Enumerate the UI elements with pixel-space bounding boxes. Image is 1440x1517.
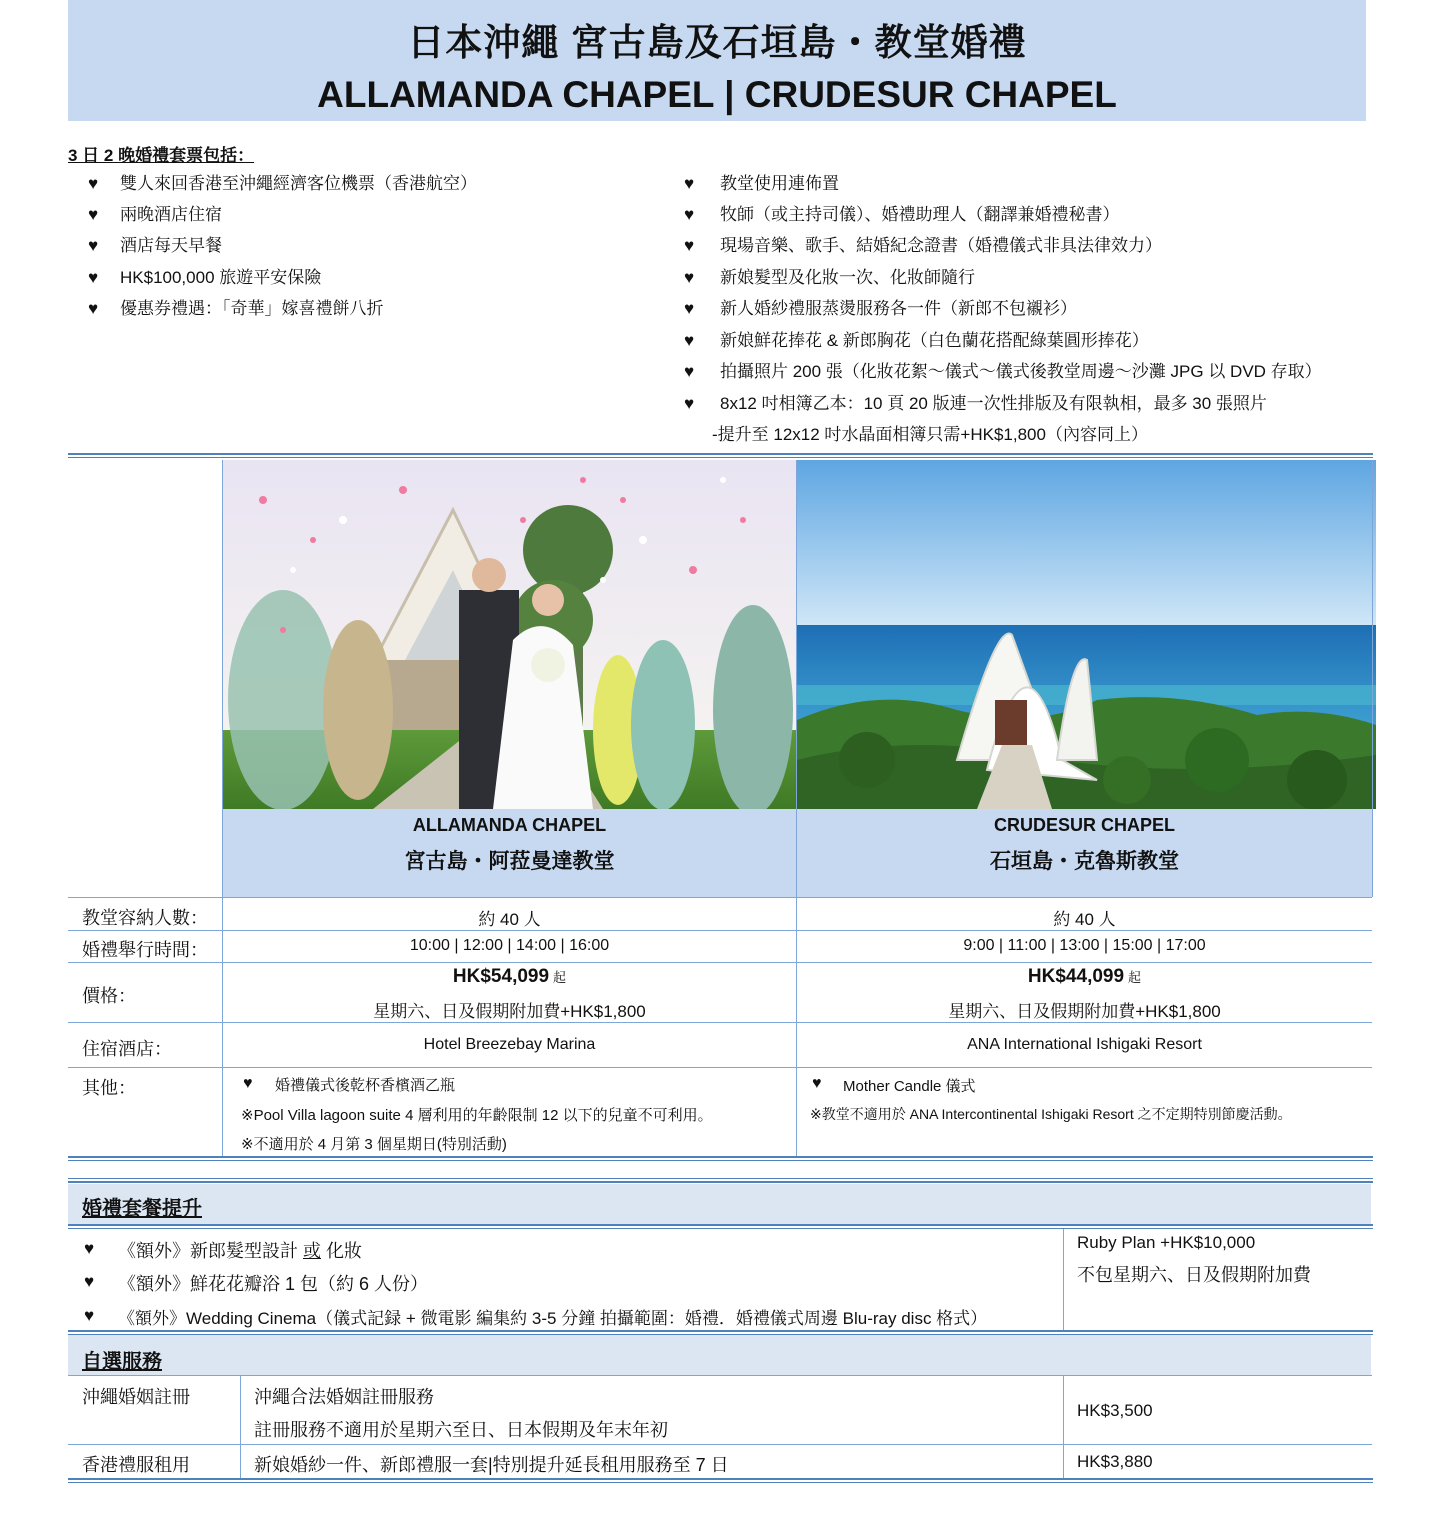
services-title: 自選服務	[82, 1351, 162, 1373]
upgrade-item: 《額外》Wedding Cinema（儀式記録 + 微電影 編集約 3-5 分鐘 拍攝範圍：婚禮．婚禮儀式周邊 Blu-ray disc 格式）	[118, 1309, 988, 1328]
heart-icon: ♥	[684, 394, 695, 413]
heart-icon: ♥	[684, 268, 695, 287]
service-desc: 沖繩合法婚姻註冊服務	[254, 1387, 434, 1407]
crudesur-surcharge: 星期六、日及假期附加費+HK$1,800	[948, 1002, 1221, 1021]
table-divider	[240, 1376, 241, 1478]
list-item: 牧師（或主持司儀）、婚禮助理人（翻譯兼婚禮秘書）	[720, 205, 1120, 224]
heart-icon: ♥	[243, 1075, 253, 1092]
table-divider	[68, 1022, 1372, 1023]
service-desc: 註冊服務不適用於星期六至日、日本假期及年末年初	[254, 1420, 668, 1440]
crudesur-others-item: Mother Candle 儀式	[843, 1078, 976, 1095]
table-divider	[68, 897, 1372, 898]
page-title-cn: 日本沖繩 宮古島及石垣島・教堂婚禮	[407, 22, 1027, 63]
crudesur-times: 9:00 | 11:00 | 13:00 | 15:00 | 17:00	[963, 937, 1206, 954]
divider	[68, 1181, 1373, 1183]
heart-icon: ♥	[684, 299, 695, 318]
list-item: 兩晚酒店住宿	[120, 205, 222, 224]
list-item: 新娘鮮花捧花 & 新郎胸花（白色蘭花搭配綠葉圓形捧花）	[720, 331, 1149, 350]
upgrade-item	[118, 1237, 362, 1263]
package-title: 3 日 2 晚婚禮套票包括：	[68, 146, 255, 165]
ruby-plan-price: Ruby Plan +HK$10,000	[1077, 1233, 1256, 1252]
service-price-gown-rental: HK$3,880	[1077, 1452, 1153, 1471]
upgrade-item-or: 或	[303, 1241, 321, 1261]
heart-icon: ♥	[84, 1239, 95, 1258]
list-item: 雙人來回香港至沖繩經濟客位機票（香港航空）	[120, 174, 477, 193]
list-item: 拍攝照片 200 張（化妝花絮～儀式～儀式後教堂周邊～沙灘 JPG 以 DVD 存取）	[720, 362, 1322, 381]
divider	[68, 1156, 1373, 1158]
list-item: 現場音樂、歌手、結婚紀念證書（婚禮儀式非具法律效力）	[720, 236, 1162, 255]
list-item: 教堂使用連佈置	[720, 174, 839, 193]
heart-icon: ♥	[88, 205, 99, 224]
divider	[68, 1478, 1373, 1480]
row-label-times: 婚禮舉行時間：	[82, 940, 208, 960]
divider	[68, 453, 1373, 455]
service-desc: 新娘婚紗一件、新郎禮服一套|特別提升延長租用服務至 7 日	[254, 1455, 729, 1475]
heart-icon: ♥	[684, 174, 695, 193]
service-name-gown-rental: 香港禮服租用	[82, 1455, 190, 1475]
upgrade-item-text: 化妝	[321, 1241, 363, 1261]
allamanda-others-note: ※不適用於 4 月第 3 個星期日(特別活動)	[241, 1136, 507, 1153]
list-item: 優惠券禮遇：「奇華」嫁喜禮餅八折	[120, 299, 384, 318]
table-divider	[68, 962, 1372, 963]
list-item: HK$100,000 旅遊平安保險	[120, 268, 322, 287]
divider	[68, 1178, 1373, 1179]
allamanda-others-item: 婚禮儀式後乾杯香檳酒乙瓶	[275, 1077, 456, 1094]
row-label-capacity: 教堂容納人數：	[82, 908, 208, 928]
allamanda-name-cn: 宮古島・阿菈曼達教堂	[404, 850, 615, 873]
list-item: 8x12 吋相簿乙本：10 頁 20 版連一次性排版及有限執相，最多 30 張照片	[720, 394, 1267, 413]
divider	[68, 1224, 1373, 1226]
upgrade-item-text: 《額外》新郎髮型設計	[118, 1241, 303, 1261]
heart-icon: ♥	[684, 331, 695, 350]
crudesur-capacity: 約 40 人	[1053, 910, 1116, 929]
service-price-registration: HK$3,500	[1077, 1401, 1153, 1420]
divider	[68, 1482, 1373, 1483]
table-divider	[1063, 1376, 1064, 1478]
upgrade-header	[68, 1184, 1371, 1224]
crudesur-price	[797, 966, 1372, 988]
list-item: 酒店每天早餐	[120, 236, 222, 255]
heart-icon: ♥	[88, 174, 99, 193]
ruby-plan-note: 不包星期六、日及假期附加費	[1077, 1265, 1311, 1285]
allamanda-chapel-photo	[223, 460, 796, 809]
price-value: HK$44,099	[1027, 966, 1125, 987]
table-divider	[68, 1067, 1372, 1068]
services-header	[68, 1335, 1371, 1375]
table-divider	[68, 930, 1372, 931]
table-divider	[68, 1444, 1372, 1445]
heart-icon: ♥	[84, 1272, 95, 1291]
divider	[68, 1160, 1373, 1161]
crudesur-name-cn: 石垣島・克魯斯教堂	[990, 850, 1179, 873]
service-name-registration: 沖繩婚姻註冊	[82, 1387, 190, 1407]
allamanda-price	[223, 966, 796, 988]
table-divider	[1372, 460, 1373, 897]
allamanda-hotel: Hotel Breezebay Marina	[423, 1036, 596, 1053]
row-label-hotel: 住宿酒店：	[82, 1039, 172, 1059]
row-label-price: 價格：	[82, 986, 136, 1006]
crudesur-hotel: ANA International Ishigaki Resort	[967, 1036, 1202, 1053]
upgrade-title: 婚禮套餐提升	[82, 1198, 202, 1220]
price-suffix: 起	[1128, 970, 1142, 985]
heart-icon: ♥	[88, 299, 99, 318]
allamanda-capacity: 約 40 人	[478, 910, 541, 929]
heart-icon: ♥	[88, 268, 99, 287]
crudesur-others-note: ※教堂不適用於 ANA Intercontinental Ishigaki Resort 之不定期特別節慶活動。	[810, 1106, 1292, 1122]
allamanda-times: 10:00 | 12:00 | 14:00 | 16:00	[409, 937, 610, 954]
page-title-en: ALLAMANDA CHAPEL | CRUDESUR CHAPEL	[317, 74, 1117, 115]
divider	[68, 1228, 1373, 1229]
heart-icon: ♥	[684, 205, 695, 224]
heart-icon: ♥	[812, 1075, 822, 1092]
row-label-others: 其他：	[82, 1078, 136, 1098]
allamanda-surcharge: 星期六、日及假期附加費+HK$1,800	[373, 1002, 646, 1021]
heart-icon: ♥	[84, 1306, 95, 1325]
heart-icon: ♥	[88, 236, 99, 255]
heart-icon: ♥	[684, 236, 695, 255]
divider	[68, 457, 1373, 458]
list-item: 新人婚紗禮服蒸燙服務各一件（新郎不包襯衫）	[720, 299, 1077, 318]
heart-icon: ♥	[684, 362, 695, 381]
divider	[68, 1330, 1373, 1332]
allamanda-others-note: ※Pool Villa lagoon suite 4 層利用的年齡限制 12 以下的兒童不可利用。	[241, 1107, 713, 1124]
upgrade-item: 《額外》鮮花花瓣浴 1 包（約 6 人份）	[118, 1274, 429, 1294]
table-divider	[1063, 1229, 1064, 1330]
table-divider	[68, 1375, 1372, 1376]
list-item: 新娘髮型及化妝一次、化妝師隨行	[720, 268, 975, 287]
crudesur-name-en: CRUDESUR CHAPEL	[993, 815, 1175, 835]
album-upgrade-note: -提升至 12x12 吋水晶面相簿只需+HK$1,800（內容同上）	[712, 425, 1148, 444]
price-value: HK$54,099	[452, 966, 550, 987]
price-suffix: 起	[553, 970, 567, 985]
crudesur-chapel-photo	[797, 460, 1376, 809]
allamanda-name-en: ALLAMANDA CHAPEL	[412, 815, 607, 835]
